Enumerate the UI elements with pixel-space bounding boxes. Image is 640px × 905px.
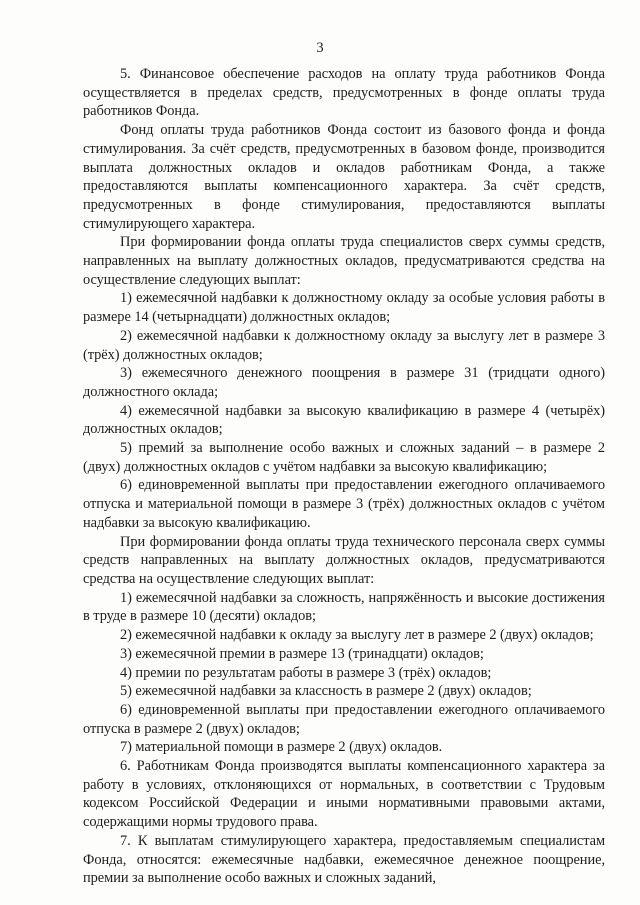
list-item: 4) премии по результатам работы в размере 3 (трёх) окладов; — [120, 664, 492, 681]
paragraph: 5. Финансовое обеспечение расходов на оплату труда работников Фонда осуществляется в пределах средств, предусмотренных в фонде оплаты труда работников Фонда. — [83, 66, 605, 120]
list-item: 1) ежемесячной надбавки к должностному окладу за особые условия работы в размере 14 (четырнадцати) должностных окладов; — [83, 290, 605, 326]
list-item: 5) премий за выполнение особо важных и сложных заданий – в размере 2 (двух) должностных окладов с учётом надбавки за высокую квалификацию; — [83, 440, 605, 475]
list-item: 7) материальной помощи в размере 2 (двух) окладов. — [120, 739, 443, 756]
paragraph: 6. Работникам Фонда производятся выплаты компенсационного характера за работу в условиях, отклоняющихся от нормальных, в соответствии с Трудовым кодексом Российской Федерации и иными нормативными правовыми актами, содержащими нормы трудового права. — [83, 758, 605, 831]
list-item: 3) ежемесячного денежного поощрения в размере 31 (тридцати одного) должностного оклада; — [83, 365, 605, 400]
list-item: 2) ежемесячной надбавки к должностному окладу за выслугу лет в размере 3 (трёх) должностных окладов; — [83, 327, 605, 363]
list-item: 1) ежемесячной надбавки за сложность, напряжённость и высокие достижения в труде в размере 10 (десяти) окладов; — [83, 589, 605, 625]
paragraph: При формировании фонда оплаты труда технического персонала сверх суммы средств направленных на выплату должностных окладов, предусматриваются средства на осуществление следующих выплат: — [83, 533, 605, 587]
document-body — [83, 65, 605, 888]
list-item: 5) ежемесячной надбавки за классность в размере 2 (двух) окладов; — [120, 683, 532, 700]
paragraph: При формировании фонда оплаты труда специалистов сверх суммы средств, направленных на выплату должностных окладов, предусматриваются средства на осуществление следующих выплат: — [83, 234, 605, 288]
list-item: 3) ежемесячной премии в размере 13 (тринадцати) окладов; — [120, 645, 484, 662]
paragraph: Фонд оплаты труда работников Фонда состоит из базового фонда и фонда стимулирования. За счёт средств, предусмотренных в базовом фонде, производится выплата должностных окладов и окладов работникам Фонда, а также предоставляются выплаты компенсационного характера. За счёт средств, предусмотренных в фонде стимулирования, предоставляются выплаты стимулирующего характера. — [83, 122, 605, 232]
list-item: 2) ежемесячной надбавки к окладу за выслугу лет в размере 2 (двух) окладов; — [120, 627, 594, 644]
page-number: 3 — [316, 40, 324, 56]
list-item: 6) единовременной выплаты при предоставлении ежегодного оплачиваемого отпуска в размере 2 (двух) окладов; — [83, 701, 605, 737]
paragraph: 7. К выплатам стимулирующего характера, предоставляемым специалистам Фонда, относятся: ежемесячные надбавки, ежемесячное денежное поощрение, премии за выполнение особо важных и сложных заданий, — [83, 832, 605, 887]
list-item: 6) единовременной выплаты при предоставлении ежегодного оплачиваемого отпуска и материальной помощи в размере 3 (трёх) должностных окладов с учётом надбавки за высокую квалификацию. — [83, 477, 605, 531]
list-item: 4) ежемесячной надбавки за высокую квалификацию в размере 4 (четырёх) должностных окладов; — [83, 402, 605, 438]
